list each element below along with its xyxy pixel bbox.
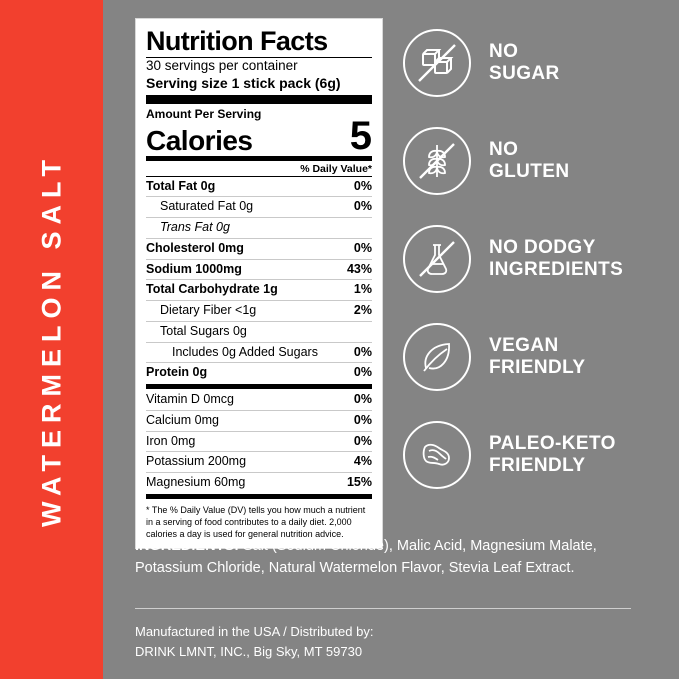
- divider-medium: [146, 156, 372, 161]
- benefit-label: [489, 237, 623, 281]
- nutrition-facts-title: Nutrition Facts: [146, 26, 328, 56]
- nutrient-row: [146, 260, 372, 281]
- serving-size: Serving size 1 stick pack (6g): [146, 75, 341, 92]
- nutrient-name: Trans Fat 0g: [160, 220, 230, 235]
- benefit-line2: SUGAR: [489, 63, 560, 84]
- nutrient-rows: [146, 177, 372, 384]
- divider-medium: [146, 494, 372, 499]
- benefit-line2: GLUTEN: [489, 161, 570, 182]
- manufacturer-block: [135, 622, 635, 661]
- nutrient-daily-value: 0%: [353, 365, 372, 380]
- vitamin-daily-value: 0%: [353, 433, 372, 448]
- vitamin-daily-value: 15%: [346, 475, 372, 490]
- benefit-line2: FRIENDLY: [489, 455, 586, 476]
- nutrient-row: [146, 343, 372, 364]
- nutrient-daily-value: 0%: [353, 178, 372, 193]
- vitamin-name: Magnesium 60mg: [146, 475, 246, 490]
- benefit-label: [489, 433, 616, 477]
- benefit-no-dodgy-ingredients: [403, 218, 673, 300]
- no-sugar-icon: [403, 29, 471, 97]
- nutrient-row: [146, 301, 372, 322]
- daily-value-footnote: * The % Daily Value (DV) tells you how much a nutrient in a serving of food contributes to a daily diet. 2,000 calories a day is used for general nutrition advice.: [146, 504, 366, 540]
- nutrient-name: Total Carbohydrate 1g: [146, 282, 278, 297]
- vitamin-row: [146, 390, 372, 411]
- nutrient-name: Protein 0g: [146, 365, 208, 380]
- nutrient-name: Total Fat 0g: [146, 178, 216, 193]
- vitamin-rows: [146, 390, 372, 493]
- benefit-line1: NO: [489, 139, 519, 161]
- benefit-line1: NO: [489, 41, 519, 63]
- benefit-line2: INGREDIENTS: [489, 259, 624, 280]
- label-content: [103, 0, 679, 679]
- nutrient-daily-value: 0%: [353, 240, 372, 255]
- benefit-vegan-friendly: [403, 316, 673, 398]
- calories-label: Calories: [146, 124, 253, 156]
- nutrient-name: Includes 0g Added Sugars: [172, 344, 318, 359]
- divider-medium: [146, 384, 372, 389]
- vegan-leaf-icon: [403, 323, 471, 391]
- ingredients-block: [135, 536, 665, 580]
- nutrient-row: [146, 218, 372, 239]
- benefit-label: [489, 139, 570, 183]
- nutrient-name: Dietary Fiber <1g: [160, 303, 257, 318]
- vitamin-name: Potassium 200mg: [146, 454, 247, 469]
- vitamin-row: [146, 452, 372, 473]
- daily-value-header: % Daily Value*: [300, 162, 372, 175]
- benefit-line2: FRIENDLY: [489, 357, 586, 378]
- nutrient-row: [146, 197, 372, 218]
- nutrition-facts-panel: [135, 18, 383, 549]
- nutrient-daily-value: 0%: [353, 199, 372, 214]
- benefit-label: [489, 41, 560, 85]
- manufacturer-line1: Manufactured in the USA / Distributed by:: [135, 624, 374, 639]
- servings-per-container: 30 servings per container: [146, 58, 298, 74]
- nutrient-daily-value: 1%: [353, 282, 372, 297]
- vitamin-row: [146, 411, 372, 432]
- nutrient-row: [146, 177, 372, 198]
- ingredients-label: INGREDIENTS:: [135, 538, 239, 554]
- paleo-keto-meat-icon: [403, 421, 471, 489]
- benefit-no-sugar: [403, 22, 673, 104]
- nutrient-daily-value: 0%: [353, 344, 372, 359]
- benefit-line1: VEGAN: [489, 335, 559, 357]
- benefit-label: [489, 335, 585, 379]
- benefit-line1: PALEO-KETO: [489, 433, 616, 455]
- vitamin-name: Calcium 0mg: [146, 412, 219, 427]
- nutrient-daily-value: 2%: [353, 303, 372, 318]
- nutrient-name: Cholesterol 0mg: [146, 240, 244, 255]
- nutrient-daily-value: 43%: [346, 261, 372, 276]
- nutrient-row: [146, 363, 372, 383]
- nutrient-name: Sodium 1000mg: [146, 261, 242, 276]
- ingredients-text: Salt (Sodium Chloride), Malic Acid, Magnesium Malate, Potassium Chloride, Natural Watermelon Flavor, Stevia Leaf Extract.: [135, 538, 597, 576]
- vitamin-row: [146, 473, 372, 493]
- vitamin-daily-value: 0%: [353, 392, 372, 407]
- no-gluten-icon: [403, 127, 471, 195]
- calories-value: 5: [349, 113, 372, 158]
- vitamin-daily-value: 4%: [353, 454, 372, 469]
- benefit-no-gluten: [403, 120, 673, 202]
- nutrient-name: Total Sugars 0g: [160, 323, 247, 338]
- vitamin-row: [146, 432, 372, 453]
- vitamin-name: Vitamin D 0mcg: [146, 392, 234, 407]
- flavor-name: WATERMELON SALT: [36, 152, 66, 527]
- nutrient-row: [146, 322, 372, 343]
- vitamin-daily-value: 0%: [353, 412, 372, 427]
- divider-thick: [146, 95, 372, 104]
- no-dodgy-ingredients-icon: [403, 225, 471, 293]
- nutrient-name: Saturated Fat 0g: [160, 199, 254, 214]
- amount-per-serving-label: Amount Per Serving: [146, 106, 262, 121]
- flavor-side-bar: [0, 0, 103, 679]
- benefit-paleo-keto-friendly: [403, 414, 673, 496]
- manufacturer-line2: DRINK LMNT, INC., Big Sky, MT 59730: [135, 643, 363, 659]
- footer-divider: [135, 608, 631, 609]
- vitamin-name: Iron 0mg: [146, 433, 196, 448]
- benefits-list: [403, 22, 673, 512]
- nutrient-row: [146, 239, 372, 260]
- nutrient-row: [146, 280, 372, 301]
- benefit-line1: NO DODGY: [489, 237, 596, 259]
